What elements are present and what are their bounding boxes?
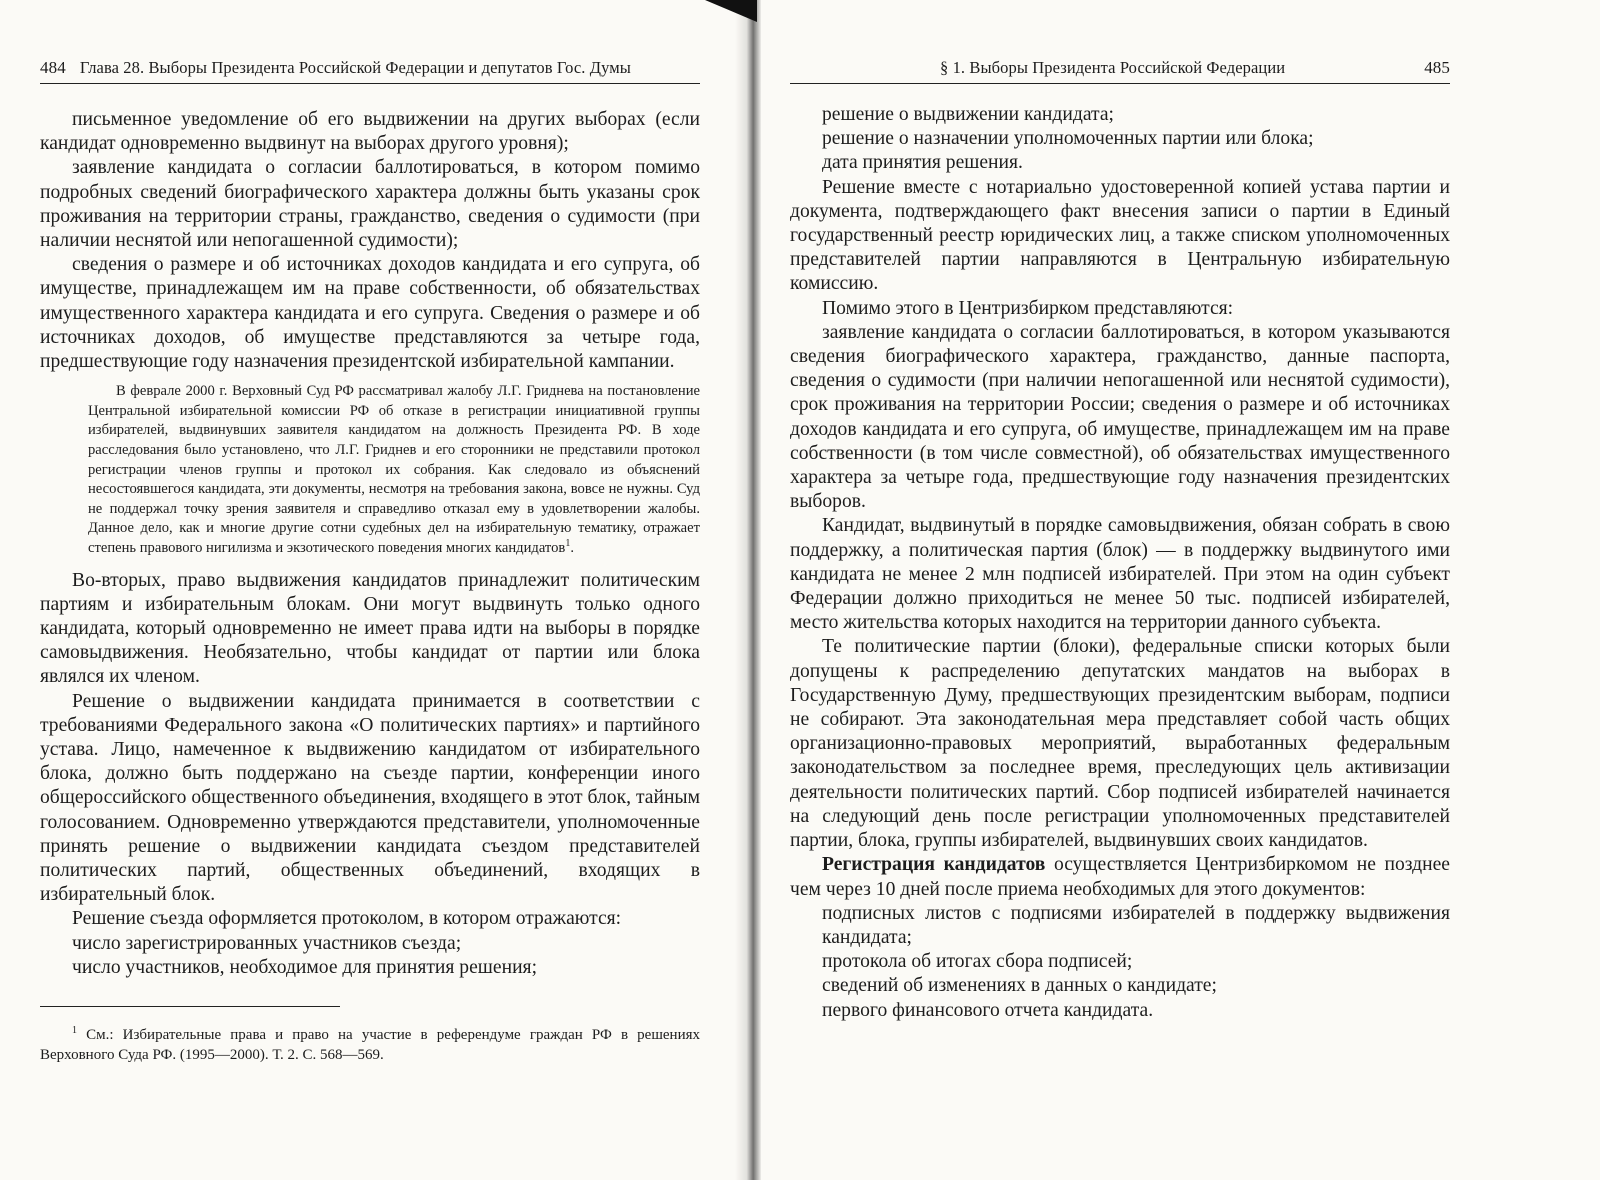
paragraph: Во-вторых, право выдвижения кандидатов принадлежит политическим партиям и избирательным блокам. Они могут выдвинуть только одного кандидата, который одновременно не имеет права идти на выборы в порядке самовыдвижения. Необязательно, чтобы кандидат от партии или блока являлся их членом. [40,569,700,688]
registration-paragraph [790,853,1450,901]
paragraph: Те политические партии (блоки), федеральные списки которых были допущены к распределению депутатских мандатов на выборах в Государственную Думу, предшествующих президентским выборам, подписи не собирают. Эта законодательная мера представляет собой часть общих организационно-правовых мероприятий, выработанных федеральным законодательством за последнее время, преследующих цель активизации деятельности политических партий. Сбор подписей избирателей начинается на следующий день после регистрации уполномоченных представителей партии, блока, группы избирателей, выдвинувших своих кандидатов. [790,636,1450,852]
left-running-header [40,58,700,84]
paragraph: письменное уведомление об его выдвижении на других выборах (если кандидат одновременно выдвинут на выборах другого уровня); [40,109,700,155]
case-note-text: В феврале 2000 г. Верховный Суд РФ рассматривал жалобу Л.Г. Гриднева на постановление Центральной избирательной комиссии РФ об отказе в регистрации инициативной группы избирателей, выдвинувших заявителя кандидатом на должность Президента РФ. В ходе расследования было установлено, что Л.Г. Гриднев и его сторонники не представили протокол регистрации членов группы и протокол их собрания. Как следовало из объяснений несостоявшегося кандидата, эти документы, несмотря на требования закона, вовсе не нужны. Суд не поддержал точку зрения заявителя и справедливо отказал ему в удовлетворении жалобы. Данное дело, как и многие другие сотни судебных дел на избирательную тематику, отражает степень правового нигилизма и экзотического поведения многих кандидатов [88,383,700,556]
footnote-ref: 1 [565,538,571,550]
paragraph: Кандидат, выдвинутый в порядке самовыдвижения, обязан собрать в свою поддержку, а политическая партия (блок) — в поддержку выдвинутого ими кандидата не менее 2 млн подписей избирателей. При этом на один субъект Федерации должно приходиться не менее 50 тыс. подписей избирателей, место жительства которых находится на территории данного субъекта. [790,515,1450,634]
paragraph: Решение съезда оформляется протоколом, в котором отражаются: [72,908,622,930]
right-header-title: § 1. Выборы Президента Российской Федерации [940,58,1286,77]
list-item: первого финансового отчета кандидата. [822,999,1154,1021]
list-item: подписных листов с подписями избирателей в поддержку выдвижения кандидата; [822,902,1450,948]
paragraph: заявление кандидата о согласии баллотироваться, в котором помимо подробных сведений биографического характера должны быть указаны срок проживания на территории страны, гражданство, сведения о судимости (при наличии неснятой или непогашенной судимости); [40,157,700,252]
footnote-number: 1 [72,1025,77,1037]
case-note: В феврале 2000 г. Верховный Суд РФ рассматривал жалобу Л.Г. Гриднева на постановление Центральной избирательной комиссии РФ об отказе в регистрации инициативной группы избирателей, выдвинувших заявителя кандидатом на должность Президента РФ. В ходе расследования было установлено, что Л.Г. Гриднев и его сторонники не представили протокол регистрации членов группы и протокол их собрания. Как следовало из объяснений несостоявшегося кандидата, эти документы, несмотря на требования закона, вовсе не нужны. Суд не поддержал точку зрения заявителя и справедливо отказал ему в удовлетворении жалобы. Данное дело, как и многие другие сотни судебных дел на избирательную тематику, отражает степень правового нигилизма и экзотического поведения многих кандидатов$^1$. [88,383,700,556]
list-item: сведений об изменениях в данных о кандидате; [822,975,1217,997]
right-running-header [790,58,1450,84]
registration-text: осуществляется Центризбиркомом не позднее чем через 10 дней после приема необходимых для этого документов: [790,854,1450,900]
registration-heading: Регистрация кандидатов [822,854,1046,876]
paragraph: Помимо этого в Центризбирком представляются: [822,297,1234,319]
right-page-number: 485 [1424,58,1450,77]
footnote [40,1025,700,1065]
right-page [775,0,1600,1180]
paragraph: заявление кандидата о согласии баллотироваться, в котором указываются сведения биографического характера, гражданство, данные паспорта, сведения о судимости (при наличии непогашенной или неснятой судимости), срок проживания на территории России; сведения о размере и об источниках доходов кандидата и его супруга, об имуществе, принадлежащем им на праве собственности (в том числе совместной), об обязательствах имущественного характера за четыре года, предшествующие году назначения президентских выборов. [790,321,1450,513]
list-item: решение о выдвижении кандидата; [822,104,1114,125]
footnote-text: См.: Избирательные права и право на участие в референдуме граждан РФ в решениях Верховного Суда РФ. (1995—2000). Т. 2. С. 568—569. [40,1027,701,1064]
list-item: решение о назначении уполномоченных партии или блока; [822,128,1314,150]
list-item: протокола об итогах сбора подписей; [822,951,1133,973]
paragraph: Решение вместе с нотариально удостоверенной копией устава партии и документа, подтверждающего факт внесения записи о партии в Единый государственный реестр юридических лиц, а также списком уполномоченных представителей партии направляются в Центральную избирательную комиссию. [790,176,1450,295]
paragraph: сведения о размере и об источниках доходов кандидата и его супруга, об имуществе, принадлежащем им на праве собственности, об обязательствах имущественного характера кандидата и его супруга. Сведения о размере и об источниках доходов, об имуществе представляются за четыре года, предшествующие году назначения президентской избирательной кампании. [40,254,700,373]
left-page-number: 484 [40,58,66,77]
footnote-rule [40,1006,340,1007]
list-item: дата принятия решения. [822,152,1023,174]
left-header-title: Глава 28. Выборы Президента Российской Федерации и депутатов Гос. Думы [79,58,631,77]
right-body-text [790,103,1450,1023]
paragraph: Решение о выдвижении кандидата принимается в соответствии с требованиями Федерального закона «О политических партиях» и партийного устава. Лицо, намеченное к выдвижению кандидатом от избирательного блока, должно быть поддержано на съезде партии, конференции иного общероссийского общественного объединения, входящего в этот блок, тайным голосованием. Одновременно утверждаются представители, уполномоченные принять решение о выдвижении кандидата съездом представителей политических партий, общественных объединений, входящих в избирательный блок. [40,690,700,906]
list-item: число зарегистрированных участников съезда; [72,932,462,954]
list-item: число участников, необходимое для принятия решения; [72,956,538,978]
left-page [0,0,760,1180]
left-body-text [40,108,700,1065]
